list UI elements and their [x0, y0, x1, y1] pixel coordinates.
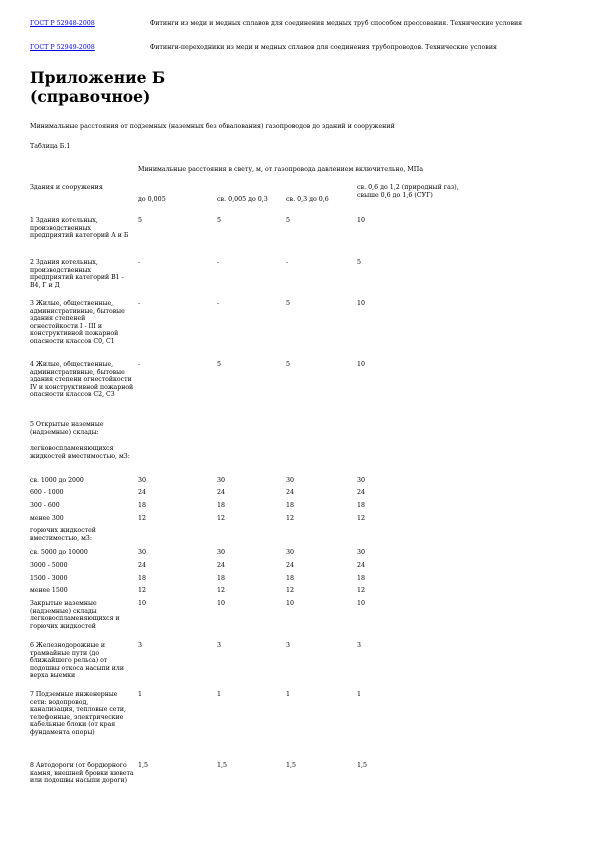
cell-value: 12 [357, 587, 366, 594]
row-label: 300 - 600 [30, 502, 60, 509]
cell-value: 18 [138, 575, 147, 582]
cell-value: 24 [357, 562, 366, 569]
cell-value: 18 [138, 502, 147, 509]
cell-value: 1,5 [217, 762, 228, 769]
reference-title: Фитинги-переходники из меди и медных сплавов для соединения трубопроводов. Технические условия [150, 44, 498, 51]
row-label: св. 1000 до 2000 [30, 477, 84, 484]
cell-value: 18 [217, 502, 226, 509]
cell-value: 30 [138, 549, 147, 556]
cell-value: 5 [138, 217, 143, 224]
cell-value: 12 [217, 515, 226, 522]
cell-value: 24 [217, 562, 226, 569]
row-label: 3 Жилые, общественные, административные, бытовые здания степеней огнестойкости I - III и конструктивной пожарной опасности классов С0, С1 [30, 300, 125, 345]
row-label: 2 Здания котельных, производственных предприятий категорий В1 - В4, Г и Д [30, 259, 124, 289]
cell-value: 18 [286, 502, 295, 509]
cell-value: 3 [357, 642, 362, 649]
cell-value: 5 [357, 259, 362, 266]
cell-value: 24 [357, 489, 366, 496]
cell-value: 3 [217, 642, 222, 649]
cell-value: 12 [357, 515, 366, 522]
appendix-title-line1: Приложение Б [30, 68, 166, 87]
cell-value: 10 [138, 600, 147, 607]
header-col-1: до 0,005 [138, 196, 166, 203]
cell-value: 10 [357, 300, 366, 307]
cell-value: 10 [357, 600, 366, 607]
cell-value: - [217, 259, 220, 266]
cell-value: 12 [286, 515, 295, 522]
row-label: легковоспламеняющихся жидкостей вместимостью, м3: [30, 445, 130, 460]
cell-value: 10 [357, 217, 366, 224]
header-buildings: Здания и сооружения [30, 184, 103, 191]
row-label: менее 1500 [30, 587, 68, 594]
row-label: 8 Автодороги (от бордюрного камня, внешней бровки кювета или подошвы насыпи дороги) [30, 762, 134, 785]
cell-value: 3 [286, 642, 291, 649]
row-label: 600 - 1000 [30, 489, 64, 496]
cell-value: 18 [357, 575, 366, 582]
cell-value: 18 [357, 502, 366, 509]
table-caption: Минимальные расстояния от подземных (наземных без обвалования) газопроводов до зданий и сооружений [30, 123, 395, 130]
cell-value: 30 [286, 477, 295, 484]
cell-value: 18 [217, 575, 226, 582]
cell-value: 1 [138, 691, 143, 698]
cell-value: 24 [217, 489, 226, 496]
cell-value: 5 [286, 300, 291, 307]
cell-value: 1,5 [138, 762, 149, 769]
row-label: 1500 - 3000 [30, 575, 68, 582]
cell-value: 30 [217, 477, 226, 484]
cell-value: 24 [138, 562, 147, 569]
cell-value: 12 [217, 587, 226, 594]
cell-value: 12 [138, 515, 147, 522]
appendix-title [30, 68, 330, 106]
cell-value: - [217, 300, 220, 307]
row-label: 3000 - 5000 [30, 562, 68, 569]
cell-value: 5 [286, 217, 291, 224]
header-group: Минимальные расстояния в свету, м, от газопровода давлением включительно, МПа [138, 166, 424, 173]
cell-value: 24 [286, 489, 295, 496]
cell-value: 1 [286, 691, 291, 698]
header-col-3: св. 0,3 до 0,6 [286, 196, 329, 203]
cell-value: 12 [286, 587, 295, 594]
row-label: 4 Жилые, общественные, административные, бытовые здания степени огнестойкости IV и конструктивной пожарной опасности классов С2, С3 [30, 361, 134, 399]
cell-value: 30 [217, 549, 226, 556]
header-col-2: св. 0,005 до 0,3 [217, 196, 268, 203]
row-label: горючих жидкостей вместимостью, м3: [30, 527, 96, 542]
row-label: менее 300 [30, 515, 64, 522]
cell-value: 18 [286, 575, 295, 582]
cell-value: 1,5 [357, 762, 368, 769]
cell-value: - [138, 300, 141, 307]
row-label: 7 Подземные инженерные сети: водопровод, канализация, тепловые сети, телефонные, электрические кабельные блоки (от края фундамента опоры) [30, 691, 126, 736]
cell-value: 10 [357, 361, 366, 368]
cell-value: 12 [138, 587, 147, 594]
cell-value: - [138, 259, 141, 266]
cell-value: 5 [217, 217, 222, 224]
cell-value: 10 [217, 600, 226, 607]
cell-value: 30 [357, 477, 366, 484]
row-label: Закрытые наземные (надземные) склады легковоспламеняющихся и горючих жидкостей [30, 600, 120, 630]
cell-value: 5 [217, 361, 222, 368]
row-label: св. 5000 до 10000 [30, 549, 88, 556]
cell-value: - [286, 259, 289, 266]
header-col-4: св. 0,6 до 1,2 (природный газ), свыше 0,6 до 1,6 (СУГ) [357, 184, 459, 199]
row-label: 1 Здания котельных, производственных предприятий категорий А и Б [30, 217, 129, 240]
reference-title: Фитинги из меди и медных сплавов для соединения медных труб способом прессования. Технические условия [150, 20, 523, 27]
cell-value: 3 [138, 642, 143, 649]
cell-value: 1,5 [286, 762, 297, 769]
table-number: Таблица Б.1 [30, 143, 71, 150]
reference-link[interactable]: ГОСТ Р 52949-2008 [30, 44, 95, 51]
row-label: 5 Открытые наземные (надземные) склады: [30, 421, 104, 436]
cell-value: 24 [138, 489, 147, 496]
reference-link[interactable]: ГОСТ Р 52948-2008 [30, 20, 95, 27]
cell-value: 1 [357, 691, 362, 698]
cell-value: 30 [286, 549, 295, 556]
cell-value: 30 [357, 549, 366, 556]
cell-value: 10 [286, 600, 295, 607]
cell-value: 5 [286, 361, 291, 368]
cell-value: 24 [286, 562, 295, 569]
cell-value: - [138, 361, 141, 368]
row-label: 6 Железнодорожные и трамвайные пути (до ближайшего рельса) от подошвы откоса насыпи или верха выемки [30, 642, 124, 680]
appendix-title-line2: (справочное) [30, 87, 151, 106]
cell-value: 1 [217, 691, 222, 698]
cell-value: 30 [138, 477, 147, 484]
